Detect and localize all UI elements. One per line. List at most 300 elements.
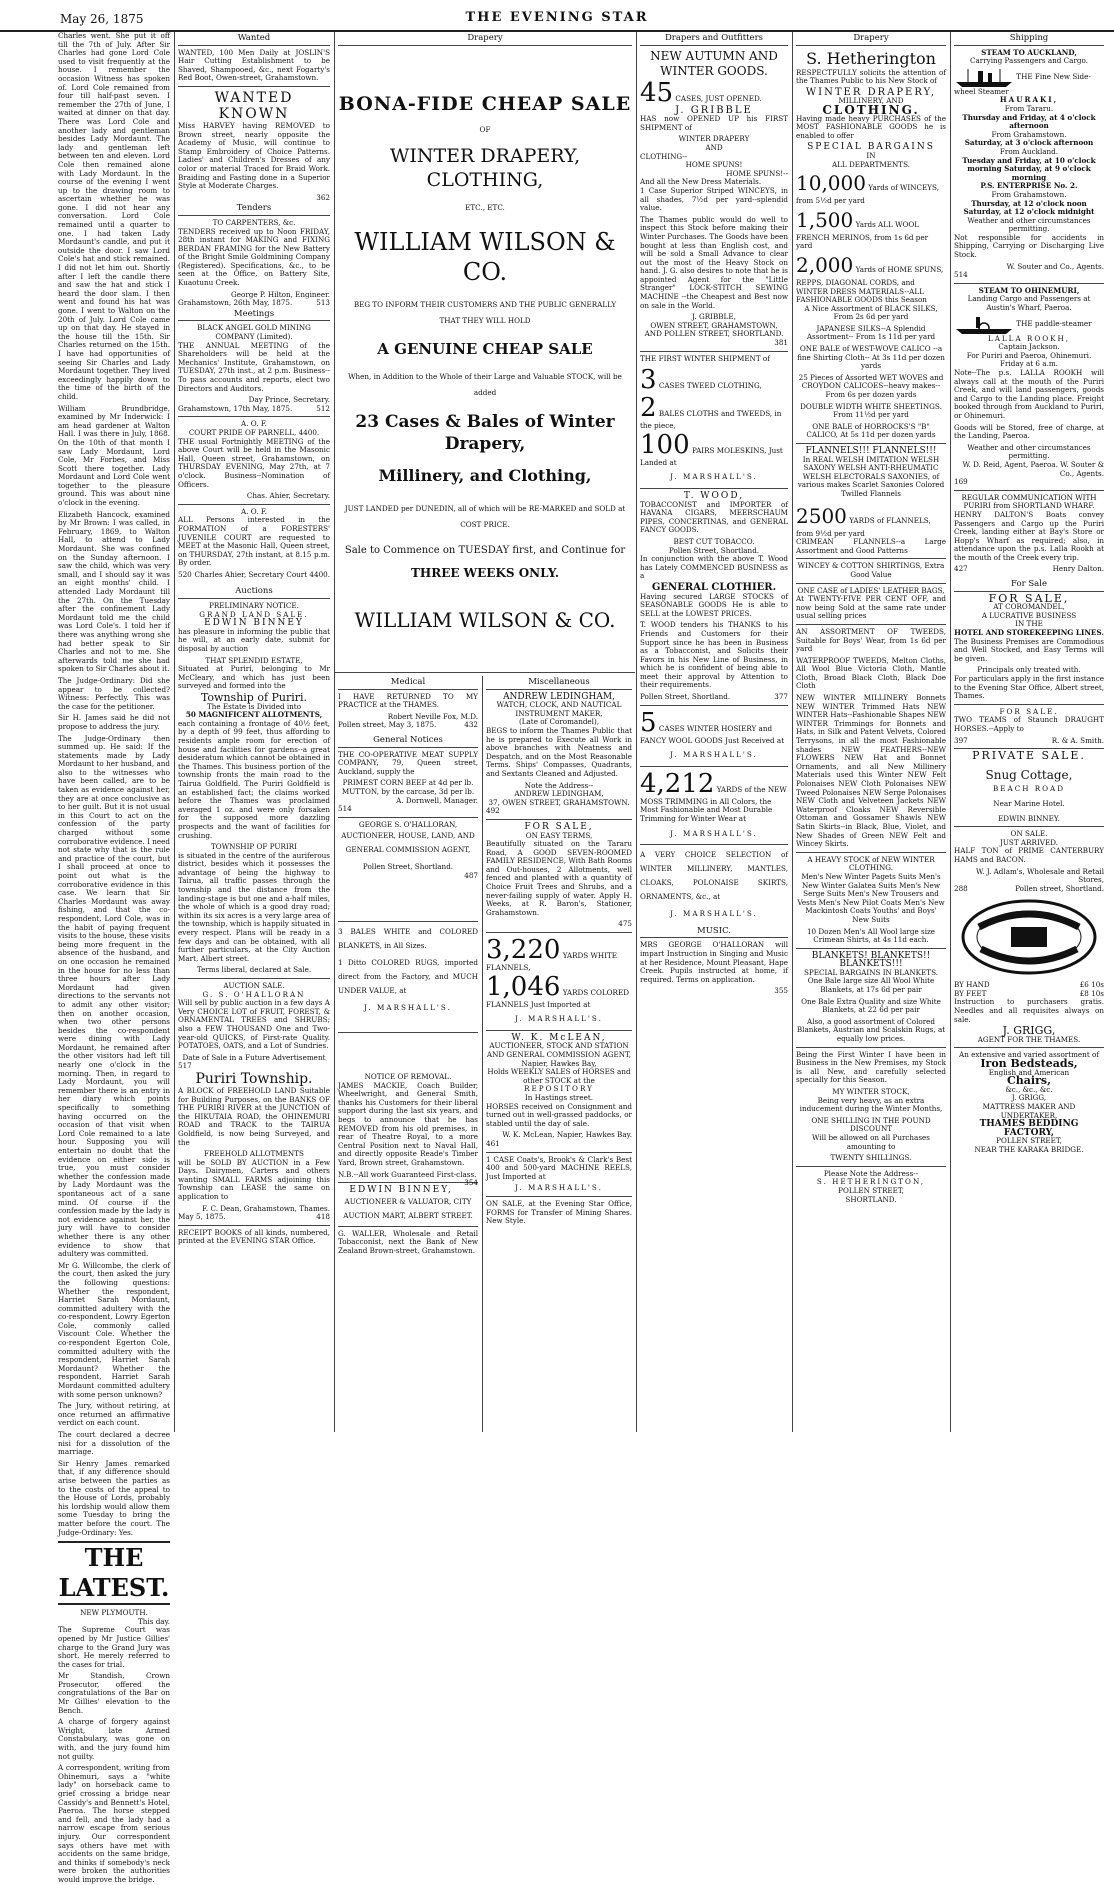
ad-text: PAIRS MOLESKINS, Just Landed at (640, 445, 783, 467)
ad-text: ETC., ETC. (465, 203, 505, 213)
ad-text: Will sell by public auction in a few days A Very CHOICE LOT of FRUIT, FOREST, & ORNAMENTAL TREES and SHRUBS; also a FEW THOUSAND One and Two-year-old QUICKS, of First-rate Quality. POTATOES, OATS, and a Lot of Sundries. (178, 998, 330, 1051)
ad-text: A BLOCK of FREEHOLD LAND Suitable for Building Purposes, on the BANKS OF THE PURIRI RIVER at the JUNCTION of the HIKUTAIA ROAD, the OHINEMURI ROAD and TRACK to the TAIRUA Goldfield, is now being Surveyed, and the (178, 1085, 330, 1147)
ad-text: Sale to Commence on TUESDAY first, and Continue for (344, 544, 626, 556)
advertiser-name: WILLIAM WILSON & CO. (354, 607, 616, 632)
ad-title: A HEAVY STOCK of NEW WINTER CLOTHING. (807, 854, 935, 873)
ad-subtitle: TOWNSHIP OF PURIRI (211, 842, 297, 852)
ad-text: AND POLLEN STREET, SHORTLAND. (644, 329, 784, 339)
grover-baker-emblem (959, 897, 1099, 977)
ad-text: Also, a good assortment of Colored Blankets, Austrian and Scalskin Rugs, at equally low prices. (796, 1016, 946, 1044)
ad-title: PRELIMINARY NOTICE. (209, 601, 299, 611)
quantity-number: 10,000 (796, 171, 866, 196)
ad-title: FOR SALE, (988, 591, 1070, 605)
advertiser-name: J. MARSHALL'S. (515, 1183, 603, 1193)
ad-text: 25 Pieces of Assorted WET WOVES and CROYDON CALICOES--heavy makes-- From 6s per dozen yards (798, 372, 944, 400)
ad-text: In REAL WELSH IMITATION WELSH SAXONY WELSH ANTI-RHEUMATIC WELSH ELECTORALS SAXONIES, of various makes Scarlet Saxonies Colored Twilled Flannels (797, 454, 945, 498)
advertiser-name: GEORGE S. O'HALLORAN, (358, 819, 458, 829)
ad-title: A. O. F. (241, 419, 267, 429)
ad-number: 355 (774, 986, 788, 996)
quantity-number: 45 (640, 77, 674, 108)
ad-text: Having made heavy PURCHASES of the MOST FASHIONABLE GOODS he is enabled to offer (796, 113, 946, 140)
ad-text: Not responsible for accidents in Shipping, Carrying or Discharging Live Stock. (954, 232, 1104, 260)
column-rule (792, 32, 793, 1432)
ad-title: STEAM TO OHINEMURI, (978, 285, 1080, 295)
hetherington-column (796, 32, 946, 1432)
ad-text: The Thames public would do well to inspect this Stock before making their Winter Purchases. The Goods have been bought at less than English cost, and will be sold a Small Advance to clear out the most of the Heavy Stock on hand. J. G. also desires to note that he is appointed Agent for the "Little Stranger" LOCK-STITCH SEWING MACHINE --the Cheapest and Best now on sale in the World. (640, 214, 788, 310)
ad-title: HOTEL AND STOREKEEPING LINES. (954, 628, 1104, 638)
ad-text: Will be allowed on all Purchases amounting to (812, 1132, 930, 1151)
ad-text: IN (866, 150, 876, 160)
ad-subtitle: THAT SPLENDID ESTATE, (205, 655, 303, 665)
section-heading-meetings: Meetings (178, 308, 330, 322)
ad-text: HAS now OPENED UP his FIRST SHIPMENT of (640, 114, 788, 132)
ad-text: POLLEN STREET, (838, 1185, 904, 1195)
ad-headline: A GENUINE CHEAP SALE (377, 339, 593, 358)
ad-text: AUCTIONEER, HOUSE, LAND, AND GENERAL COMMISSION AGENT, (341, 831, 475, 855)
ad-text: 37, OWEN STREET, GRAHAMSTOWN. (488, 797, 630, 807)
ad-title: A LUCRATIVE BUSINESS (981, 610, 1077, 620)
ad-title: Chairs, (1007, 1074, 1051, 1088)
ad-text: ONE CASE of LADIES' LEATHER BAGS, (797, 585, 945, 595)
the-latest-heading: THE LATEST. (58, 1541, 170, 1605)
ad-text: HORSES received on Consignment and turned out in well-grassed paddocks, or stabled until the day of sale. (486, 1101, 632, 1128)
ad-text: G. WALLER, Wholesale and Retail Tobacconist, next the Bank of New Zealand Brown-street, Grahamstown. (338, 1228, 478, 1255)
ad-subtitle: SPECIAL BARGAINS IN BLANKETS. (803, 967, 939, 977)
ad-text: ONE BALE of WEST-WOVE CALICO --a fine Shirting Cloth-- At 3s 11d per dozen yards (797, 344, 945, 371)
ad-text: 10 Dozen Men's All Wool large size Crimean Shirts, at 4s 11d each. (806, 926, 936, 945)
ad-title: MY WINTER STOCK, (832, 1087, 910, 1096)
ad-number: 514 (338, 804, 352, 814)
ad-number: 517 (178, 1061, 192, 1071)
ad-title: WINTER DRAPERY, (805, 86, 937, 98)
section-heading-tenders: Tenders (178, 202, 330, 216)
ship-name: LALLA ROOKH, (987, 333, 1071, 343)
ad-text: CASES WINTER HOSIERY and FANCY WOOL GOODS Just Received at (640, 723, 785, 745)
ad-signature: Charles Ahier, Secretary Court 4400. (194, 569, 330, 579)
ad-text: English and American (988, 1067, 1070, 1077)
ad-text: Thursday and Friday, at 4 o'clock afternoon (962, 112, 1096, 131)
ad-title: Iron Bedsteads, (980, 1057, 1078, 1071)
ad-text: The Business Premises are Commodious and Well Stocked, and Easy Terms will be given. (954, 636, 1104, 663)
ad-text: An extensive and varied assortment of (959, 1050, 1099, 1060)
ad-title: THAMES BEDDING FACTORY, (979, 1119, 1079, 1138)
ad-title: NOTICE OF REMOVAL. (364, 1072, 452, 1082)
ad-number: 520 (178, 569, 192, 579)
price-label: BY HAND (954, 980, 990, 990)
advertiser-name: J. GRIBBLE (675, 104, 753, 116)
ad-text: 1 CASE Coats's, Brook's & Clark's Best 400 and 500-yard MACHINE REELS, Just Imported at (486, 1154, 632, 1181)
ad-text: I HAVE RETURNED TO MY PRACTICE at the THAMES. (338, 691, 478, 710)
quantity-number: 2 (640, 393, 657, 424)
ad-text: A VERY CHOICE SELECTION of WINTER MILLINERY, MANTLES, CLOAKS, POLONAISE SKIRTS, ORNAMENTS, &c., at (640, 850, 788, 902)
ad-text: MATTRESS MAKER AND UNDERTAKER, (982, 1102, 1076, 1120)
article-paragraph: Sir Henry James remarked that, if any difference should arise between the parties as to the costs of the appeal to the House of Lords, probably his lordship would allow them some Tuesday to bring the matter before the court. The Judge-Ordinary: Yes. (58, 1458, 170, 1537)
advertiser-name: ANDREW LEDINGHAM, (514, 789, 604, 799)
ad-text: Goods will be Stored, free of charge, at the Landing, Paeroa. (954, 422, 1104, 441)
advertiser-name: J. GRIGG, (1011, 1093, 1047, 1103)
ad-number: 362 (316, 192, 330, 202)
ad-text: From Auckland. (999, 146, 1059, 156)
ad-title: GRAND LAND SALE. (199, 609, 309, 619)
ad-headline: NEW AUTUMN AND WINTER GOODS. (650, 48, 778, 78)
section-heading-for-sale: For Sale (954, 578, 1104, 592)
ad-number: 487 (464, 870, 478, 880)
ad-date: Grahamstown, 26th May, 1875. (178, 298, 293, 308)
section-heading-auctions: Auctions (178, 585, 330, 599)
advertiser-name: W. K. McLEAN, (511, 1032, 607, 1043)
ad-date: Pollen street, May 3, 1875. (338, 720, 437, 730)
ad-text: Being very heavy, as an extra inducement during the Winter Months, (799, 1095, 943, 1114)
ad-number: 381 (774, 338, 788, 348)
ad-text: Please Note the Address-- (823, 1168, 919, 1178)
ad-text: ALL DEPARTMENTS. (831, 159, 911, 169)
ad-text: OF (479, 124, 491, 134)
ad-title: BLANKETS! BLANKETS!! BLANKETS!!! (811, 950, 931, 970)
ad-text: Note--The p.s. LALLA ROOKH will always call at the mouth of the Puriri Creek, and will land passengers, goods and Cargo to the Landing place. Freight booked through from Auckland to Puriri, or Ohinemuri. (954, 368, 1104, 420)
ad-text: BEACH ROAD (992, 784, 1066, 794)
quantity-number: 1,046 (486, 971, 561, 1002)
section-heading-miscellaneous: Miscellaneous (486, 676, 632, 690)
advertiser-name: EDWIN BINNEY, (349, 1185, 453, 1196)
quantity-number: 2,000 (796, 252, 854, 277)
ad-text: AUCTIONEER & VALUATOR, CITY AUCTION MART, ALBERT STREET. (343, 1196, 473, 1220)
price-value: £8 10s (1079, 988, 1104, 998)
advertiser-name: ANDREW LEDINGHAM, (503, 691, 615, 702)
column-rule (482, 676, 483, 1432)
ad-text: Having secured LARGE STOCKS of SEASONABLE GOODS He is able to SELL at the LOWEST PRICES. (640, 591, 788, 618)
ad-text: Napier, Hawkes Bay, (521, 1058, 597, 1068)
ad-text: is situated in the centre of the auriferous district, besides which it possesses the advantage of being the highway to Tairua, all traffic passes through the township and the distance from the landing-stage is but one and a-half miles, the whole of which is a good dray road; within its six acres is a very large area of the township, which is happily situated in every respect. Plans will be ready in a few days and can be obtained, with all further particulars, at the City Auction Mart, Albert street. (178, 850, 330, 963)
ad-text: Yards of WINCEYS, from 5½d per yard (796, 183, 939, 206)
ad-text: AN ASSORTMENT OF TWEEDS, Suitable for Boys' Wear, from 1s 6d per yard (796, 626, 946, 654)
ad-text: THE Fine New Side-wheel Steamer (954, 71, 1091, 96)
ad-text: HALF TON of PRIME CANTERBURY HAMS and BACON. (954, 846, 1104, 864)
ad-text: YARDS of FLANNELS, from 9½d per yard (796, 515, 931, 538)
ad-text: PRIMEST CORN BEEF at 4d per lb. MUTTON, by the carcase, 3d per lb. (341, 778, 475, 796)
ad-text: THE CO-OPERATIVE MEAT SUPPLY COMPANY, 79, Queen street, Auckland, supply the (338, 749, 478, 776)
ad-text: Weather and other circumstances permitting. (967, 215, 1091, 234)
ad-title: WANTED KNOWN (214, 89, 294, 122)
ad-title: STEAM TO AUCKLAND, (981, 47, 1077, 57)
ad-text: RESPECTFULLY solicits the attention of the Thames Public to his New Stock of (796, 67, 946, 86)
ad-text: POLLEN STREET, (996, 1136, 1062, 1146)
ad-number: 427 (954, 564, 968, 574)
quantity-number: 4,212 (640, 768, 715, 799)
article-paragraph: William Brundbridge, examined by Mr Inderwick: I am head gardener at Walton Hall. I was there in July, 1868. On the 10th of that month I saw Lady Mordaunt, Lord Cole, Mr Forbes, and Miss Scott there together. Lady Mordaunt and Lord Cole went together to the pleasure ground. This was about nine o'clock in the evening. (58, 403, 170, 508)
miscellaneous-column (486, 676, 632, 1432)
advertiser-name: WILLIAM WILSON & CO. (354, 227, 616, 286)
ad-headline: BONA-FIDE CHEAP SALE (338, 92, 632, 115)
ad-text: NEW WINTER MILLINERY Bonnets NEW WINTER Trimmed Hats NEW WINTER Hats--Fashionable Shapes NEW WINTER Trimmings for Bonnets and Hats, in Silk and Patent Velvets, Colored Terrysons, in all the most Fashionable shades NEW FEATHERS--NEW FLOWERS NEW Hat and Bonnet Ornaments, and all New Millinery Materials used this Winter NEW Felt Polonaises NEW Cloth Polonaises NEW Tweed Polonaises NEW Serge Polonaises NEW Cloth and Velveteen Jackets NEW Waterproof Cloaks NEW Reversible Ottoman and Gossamer Shawls NEW Satin Skirts--in Black, Blue, Violet, and New Shades of Green NEW Felt and Wincey Skirts. (796, 693, 947, 849)
ad-text: Thursday, at 12 o'clock noon Saturday, at 12 o'clock midnight (963, 198, 1095, 217)
ad-text: 3 BALES WHITE and COLORED BLANKETS, in All Sizes. (338, 926, 478, 950)
ad-text: SHORTLAND. (845, 1194, 897, 1204)
ad-title: TWENTY SHILLINGS. (830, 1153, 912, 1163)
ad-subtitle: Carrying Passengers and Cargo. (970, 56, 1088, 66)
ad-text: Yards ALL WOOL FRENCH MERINOS, from 1s 6d per yard (796, 219, 929, 251)
ad-text: YARDS COLORED FLANNELS Just Imported at (486, 987, 629, 1009)
ad-tender: TENDERS received up to Noon FRIDAY, 28th instant for MAKING and FIXING BERDAN FRAMING for the New Battery of the Bright Smile Goldmining Company (Registered). Specifications, &c., to be seen at the Office, on Battery Site, Kuaotunu Creek. (178, 226, 330, 288)
ad-text: YARDS WHITE FLANNELS, (486, 951, 618, 973)
ad-subtitle: 50 MAGNIFICENT ALLOTMENTS, (185, 710, 323, 720)
advertiser-name: T. WOOD, (683, 491, 745, 501)
ad-text: BEST CUT TOBACCO. (673, 536, 755, 546)
ad-title: Puriri Township. (195, 1070, 313, 1087)
drapers-outfitters-column (640, 32, 788, 1432)
section-heading-medical: Medical (338, 676, 478, 690)
ad-title: Township of Puriri. (200, 691, 308, 704)
ad-text: Yards of HOME SPUNS, REPPS, DIAGONAL CORDS, and WINTER DRESS MATERIALS--ALL FASHIONABLE GOODS this Season (796, 264, 944, 305)
ad-text: Situated at Puriri, belonging to Mr McCleary, and which has just been surveyed and formed into the (178, 664, 330, 691)
news-item: A correspondent, writing from Ohinemuri, says a "white lady" on horseback came to grief crossing a bridge near Cassidy's and Bennett's Hotel, Paeroa. The horse stepped and fell, and the lady had a narrow escape from serious injury. Our correspondent says others have met with accidents on the same bridge, and thinks if somebody's neck were broken the authorities would improve the bridge. (58, 1763, 170, 1884)
steamship-icon (954, 66, 1014, 88)
ad-text: OWEN STREET, GRAHAMSTOWN, (650, 320, 778, 330)
ad-headline: THREE WEEKS ONLY. (410, 566, 560, 581)
ad-text: has pleasure in informing the public that he will, at an early date, submit for disposal by auction (178, 626, 330, 654)
ad-text: THE paddle-steamer (1016, 318, 1092, 328)
ad-number: 288 (954, 883, 968, 893)
ad-joslin: WANTED, 100 Men Daily at JOSLIN'S Hair Cutting Establishment to be Shaved, Shampooed, &c., next Fogarty's Red Boot, Owen-street, Grahamstown. (178, 47, 330, 83)
ad-text: MRS GEORGE O'HALLORAN will impart Instruction in Singing and Music at her Residence, Mount Pleasant, Hape Creek. Pupils instructed at home, if required. Terms on application. (640, 940, 788, 984)
ad-signature: R. & A. Smith. (1051, 735, 1104, 745)
article-paragraph: Elizabeth Hancock, examined by Mr Brown: I was called, in February, 1869, to Walton Hall, to attend to Lady Mordaunt. She was confined on the Sunday afternoon. I saw the child, which was very small, and I should say it was an eight months' child. I attended Lady Mordaunt till the 27th. On the Tuesday after the confinement Lady Mordaunt told me the child was Lord Cole's. I told her if there was anything wrong she had better speak to Sir Charles and not to me. She afterwards told me she had spoken to Sir Charles about it. (58, 509, 170, 674)
ad-text: And all the New Dress Materials. (640, 177, 762, 187)
advertiser-name: J. MARSHALL'S. (364, 1002, 452, 1012)
ad-title: ON SALE. (1010, 829, 1048, 839)
ad-title: REPOSITORY (524, 1084, 594, 1094)
ad-signature: F. C. Dean, Grahamstown, Thames. (202, 1203, 330, 1213)
ad-text: When, in Addition to the Whole of their Large and Valuable STOCK, will be added (348, 371, 622, 397)
ad-text: Principals only treated with. (977, 665, 1081, 675)
ad-meeting: THE ANNUAL MEETING of the Shareholders will be held at the Mechanics' Institute, Grahamstown, on TUESDAY, 27th inst., at 2 p.m. Business--To pass accounts and reports, elect two Directors and Auditors. (178, 340, 330, 393)
ad-signature: Chas. Ahier, Secretary. (246, 491, 330, 501)
news-item: Mr Standish, Crown Prosecutor, offered the congratulations of the Bar on Mr Gillies' elevation to the Bench. (58, 1671, 170, 1715)
ad-signature: A. Dornwell, Manager. (396, 795, 478, 805)
ad-text: Tuesday and Friday, at 10 o'clock morning Saturday, at 9 o'clock morning (962, 155, 1096, 182)
ad-text: CLOTHING-- (640, 151, 688, 161)
ad-title: ONE SHILLING IN THE POUND DISCOUNT (811, 1115, 931, 1134)
classifieds-column (178, 32, 330, 1432)
ad-signature: George P. Hilton, Engineer. (231, 289, 330, 299)
ad-number: 512 (316, 403, 330, 413)
ad-title: FOR SALE, (524, 821, 594, 832)
ad-text: T. WOOD tenders his THANKS to his Friends and Customers for their Support since he has been in Business as a Tobacconist, and Solicits their Favors in his New Line of Business, in which he is confident of being able to meet their approval by Attention to their requirements. (640, 620, 788, 690)
ad-headline: GENERAL CLOTHIER. (651, 581, 777, 593)
ad-text: (Late of Coromandel), (518, 717, 600, 727)
ad-text: Being the First Winter I have been in Business in the New Premises, my Stock is all New, and carefully selected specially for this Season. (796, 1049, 946, 1085)
ad-text: BALES CLOTHS and TWEEDS, in the piece, (640, 409, 782, 431)
ad-text: ON EASY TERMS, (525, 830, 593, 840)
ad-text: One Bale large size All Wool White Blankets, at 17s 6d per pair (807, 976, 935, 995)
ad-number: 461 (486, 1138, 500, 1148)
ad-title: Snug Cottage, (985, 767, 1073, 782)
ad-text: BEGS to inform the Thames Public that he is prepared to Execute all Work in above branches with Neatness and Despatch, and on the Most Reasonable Terms. Ships' Compasses, Quadrants, and Sextants Cleaned and Adjusted. (486, 725, 632, 778)
ad-text: In conjunction with the above T. Wood has Lately COMMENCED BUSINESS as a (640, 554, 788, 581)
quantity-number: 5 (640, 707, 657, 738)
article-paragraph: The Judge-Ordinary then summed up. He said: If the statements made by Lady Mordaunt to her husband, and also to the witnesses who have been called, are to be taken as evidence against her, they are at once conclusive as to her guilt. But it is not usual in this Court to act on the confession of the party charged without some corroborative evidence. I need not state why that is the rule and practice of the court, but I shall proceed at once to point out what is the corroborative evidence in this case. We learn that Sir Charles Mordaunt was away fishing, and that the co-respondent, Lord Cole, was in the habit of paying frequent visits to the house, these visits being more frequent in the absence of the husband, and on one occasion he remained in the house for no less than three hours after Lady Mordaunt had given directions to the servants not to admit any other visitor; then on another occasion, when two other persons besides the co-respondent were dining with Lady Mordaunt, he remained after the other visitors had left till nearly one o'clock in the morning. Then, in regard to Lady Mordaunt, you will remember there is an entry in her diary which points specifically to something having occurred on the occasion of that visit when Lord Cole remained to a late hour. Supposing you will entertain no doubt that the evidence on either side is true, you must consider whether the confession made by Lady Mordaunt was the spontaneous act of a sane mind. Of course if the confession made by the lady is not evidence against her, the jury will have to consider whether there is any other evidence to show that adultery was committed. (58, 733, 170, 1259)
ad-text: Captain Jackson. (998, 342, 1060, 352)
ad-text: NEAR THE KARAKA BRIDGE. (974, 1144, 1084, 1154)
advertiser-name: J. MARSHALL'S. (670, 750, 758, 760)
ad-text: One Bale Extra Quality and size White Blankets, at 22 6d per pair (801, 996, 941, 1015)
advertiser-name: S. Hetherington (806, 48, 936, 68)
quantity-number: 1,500 (796, 207, 854, 232)
ad-number: 377 (774, 692, 788, 702)
ad-number: 418 (316, 1212, 330, 1222)
column-rule (636, 32, 637, 1432)
price-value: £6 10s (1079, 980, 1104, 990)
paddle-steamer-icon (954, 313, 1014, 335)
ad-text: HENRY DALTON'S Boats convey Passengers and Cargo up the Puriri Creek, landing either at Bay's Store or Hopp's Wharf as required; also, in attendance upon the p.s. Lalla Rookh at the mouth of the Creek every trip. (954, 509, 1104, 562)
newspaper-title: THE EVENING STAR (465, 10, 649, 25)
ad-signature: W. J. Adlam's, Wholesale and Retail Stores, (976, 866, 1104, 885)
ad-text: ON SALE, at the Evening Star Office, FORMS for Transfer of Mining Shares. New Style. (486, 1198, 632, 1226)
advertiser-name: S. HETHERINGTON, (816, 1177, 926, 1187)
advertiser-name: J. MARSHALL'S. (670, 472, 758, 482)
ad-text: DOUBLE WIDTH WHITE SHEETINGS. From 11½d per yard (800, 401, 942, 420)
ad-text: Date of Sale in a Future Advertisement (182, 1052, 326, 1062)
ad-text: 1 Case Superior Striped WINCEYS, in all shades, 7½d per yard--splendid value. (640, 185, 788, 213)
dateline-place: NEW PLYMOUTH. (80, 1608, 148, 1618)
section-heading-drapery: Drapery (338, 32, 632, 46)
ad-text: From Grahamstown. (991, 129, 1067, 139)
ad-number: 397 (954, 735, 968, 745)
ad-text: 1 Ditto COLORED RUGS, imported direct from the Factory, and MUCH UNDER VALUE, at (338, 957, 478, 995)
advertiser-name: J. MARSHALL'S. (670, 909, 758, 919)
ad-text: YARDS of the NEW MOSS TRIMMING in All Colors, the Most Fashionable and Most Durable Trimming for Winter Wear at (640, 784, 787, 824)
ad-number: 169 (954, 477, 968, 487)
ad-title: FOR SALE. (999, 706, 1059, 716)
section-heading-drapers: Drapers and Outfitters (640, 32, 788, 46)
column-rule (950, 32, 951, 1432)
ad-text: JAPANESE SILKS--A Splendid Assortment-- From 1s 11d per yard (806, 323, 936, 342)
section-heading-music: MUSIC. (640, 925, 788, 939)
ad-signature: W. D. Reid, Agent, Paeroa. W. Souter & Co., Agents. (962, 459, 1104, 478)
ad-title: PRIVATE SALE. (972, 749, 1086, 763)
article-paragraph: Charles went. She put it off till the 7th of July. After Sir Charles had gone Lord Cole used to visit frequently at the house. I remember the occasion Witness has spoken of. Lord Cole remained from four till half-past seven. I remember the 27th of June, I waited at dinner on that day. There was Lord Cole and another lady and gentleman besides Lady Mordaunt. The lady and gentleman left between ten and eleven. Lord Cole then remained alone with Lady Mordaunt. In the course of the evening I went up to the drawing room to ascertain whether he was gone. I did not hear any conversation. Lord Cole remained until a quarter to one. I had taken Lady Mordaunt's candle, and put it outside the door. I saw Lord Cole's hat and stick remained. I did not let him out. Shortly after I left the candle there and saw the hat and stick I heard the door slam. I then went and found his hat was gone. I went to Walton on the 20th of July. Lord Cole came up on that day. He stayed in the house till the 15th. Sir Charles returned on the 15th. I have had opportunities of seeing Sir Charles and Lady Mordaunt together. They lived exceedingly happily down to the time of the birth of the child. (58, 31, 170, 401)
ad-text: BEG TO INFORM THEIR CUSTOMERS AND THE PUBLIC GENERALLY THAT THEY WILL HOLD (353, 299, 617, 325)
advertiser-name: J. GRIGG, (1002, 1024, 1056, 1038)
price-label: BY FEET (954, 988, 987, 998)
ad-text: Pollen Street, Shortland. (362, 862, 454, 872)
quantity-number: 3 (640, 365, 657, 396)
ad-number: 514 (954, 270, 968, 280)
ad-text: Weather and other circumstances permitting. (967, 442, 1091, 461)
ad-harvey: Miss HARVEY having REMOVED to Brown street, nearly opposite the Academy of Music, will continue to Stamp Embroidery of Choice Patterns. Ladies' and Children's Dresses of any color or material Traced for Braid Work. Braiding and Fasting done in a Superior Style at Moderate Charges. (178, 120, 330, 191)
ad-signature: W. Souter and Co., Agents. (1006, 261, 1104, 271)
advertiser-name: EDWIN BINNEY. (998, 813, 1060, 823)
ad-text: AGENT FOR THE THAMES. (977, 1034, 1081, 1044)
ad-headline: Millinery, and Clothing, (378, 465, 592, 485)
news-item: The Supreme Court was opened by Mr Justice Gillies' charge to the Grand Jury was short. He merely referred to the cases for trial. (58, 1625, 170, 1669)
ad-meeting: ALL Persons interested in the FORMATION of a FORESTERS' JUVENILE COURT are requested to MEET at the Masonic Hall, Queen street, on THURSDAY, 27th instant, at 8.15 p.m. By order. (178, 515, 330, 568)
ad-number: 492 (486, 806, 500, 816)
ad-signature: Henry Dalton. (1052, 564, 1104, 574)
ad-headline: 23 Cases & Bales of Winter Drapery, (355, 411, 615, 454)
ad-subtitle: Landing Cargo and Passengers at Austin's Wharf, Paeroa. (967, 294, 1091, 313)
ad-date: May 5, 1875. (178, 1212, 226, 1222)
ad-text: Saturday, at 3 o'clock afternoon (964, 138, 1094, 148)
advertiser-name: J. MARSHALL'S. (515, 1014, 603, 1024)
advertiser-name: J. GRIBBLE, (692, 312, 736, 322)
ad-text: From Tararu. (1004, 103, 1054, 113)
ad-text: AT COROMANDEL, (993, 602, 1065, 612)
ad-text: HOME SPUNS!-- (726, 168, 788, 178)
ad-headline: WINTER DRAPERY, CLOTHING, (389, 145, 581, 192)
ad-text: Pollen street, Shortland. (1015, 883, 1104, 893)
ad-text: Men's New Winter Pagets Suits Men's New Winter Galatea Suits Men's New Serge Suits Men's New Trousers and Vests Men's New Pilot Coats Men's New Mackintosh Coats Youths' and Boys' New Suits (797, 871, 945, 924)
ad-number: 354 (464, 1178, 478, 1188)
ad-signature: Robert Neville Fox, M.D. (387, 711, 478, 721)
quantity-number: 100 (640, 429, 690, 460)
ad-title: FLANNELS!!! FLANNELS!!! (805, 446, 937, 456)
ad-text: &c., &c., &c. (1005, 1084, 1053, 1094)
auctioneer-name: G. S. O'HALLORAN (202, 989, 306, 999)
ad-signature: W. K. McLean, Napier, Hawkes Bay. (502, 1130, 632, 1140)
article-paragraph: The court declared a decree nisi for a dissolution of the marriage. (58, 1430, 170, 1457)
ad-signature: Day Prince, Secretary. (248, 395, 330, 405)
drapery-advert (338, 32, 632, 672)
ad-text: ONE BALE of HORROCKS'S "B" CALICO, At 5s 11d per dozen yards (806, 421, 936, 440)
ad-text: TOBACCONIST and IMPORTER of HAVANA CIGARS, MEERSCHAUM PIPES, CONCERTINAS, and GENERAL FANCY GOODS. (640, 499, 788, 535)
article-paragraph: The Jury, without retiring, at once returned an affirmative verdict on each count. (58, 1401, 170, 1428)
medical-general-column (338, 676, 478, 1432)
ad-number: 432 (464, 720, 478, 730)
ship-name: HAURAKI, (999, 95, 1059, 105)
ad-text: AND (705, 142, 723, 152)
ad-text: From Grahamstown. (991, 189, 1067, 199)
column-rule (174, 32, 175, 1432)
quantity-number: 3,220 (486, 935, 561, 966)
ad-text: AUCTIONEER, STOCK AND STATION AND GENERAL COMMISSION AGENT, (486, 1041, 632, 1059)
news-item: A charge of forgery against Wright, late Armed Constabulary, was gone on with, and the jury found him not guilty. (58, 1717, 170, 1761)
advertiser-name: J. MARSHALL'S. (670, 828, 758, 838)
ad-text: TWO TEAMS of Staunch DRAUGHT HORSES.--Apply to (954, 715, 1104, 733)
section-heading-wanted: Wanted (178, 32, 330, 46)
ad-text: Pollen Street, Shortland. (668, 545, 760, 555)
quantity-number: 2500 (796, 503, 847, 528)
ad-text: Near Marine Hotel. (993, 798, 1065, 808)
issue-date: May 26, 1875 (60, 12, 144, 26)
ship-name: P.S. ENTERPRISE No. 2. (980, 181, 1078, 191)
article-paragraph: Mr G. Willcombe, the clerk of the court, then asked the jury the following questions: Whether the respondent, Harriet Sarah Mordaunt, committed adultery with the co-respondent, Lowry Egerton Cole, commonly called Viscount Cole. Whether the co-respondent Egerton Cole, committed adultery with the respondent, Harriet Sarah Mordaunt? Whether the respondent, Harriet Sarah Mordaunt committed adultery with some person unknown? (58, 1260, 170, 1399)
ad-number: 475 (618, 919, 632, 929)
section-heading-shipping: Shipping (954, 32, 1104, 46)
ad-text: WATERPROOF TWEEDS, Melton Cloths, All Wool Blue Victoria Cloth, Mantle Cloth, Broad Black Cloth, Black Doe Cloth (796, 655, 946, 691)
ad-title: A. O. F. (241, 506, 267, 516)
ad-number: 513 (316, 298, 330, 308)
ad-text: IN THE (1015, 619, 1043, 629)
ad-text: For particulars apply in the first instance to the Evening Star Office, Albert street, Thames. (954, 674, 1104, 701)
ad-text: MILLINERY, AND (838, 96, 904, 106)
ad-text: WATCH, CLOCK, AND NAUTICAL INSTRUMENT MAKER, (496, 700, 622, 718)
ad-text: each containing a frontage of 40½ feet, by a depth of 99 feet, thus affording to residents ample room for erection of house and facilities for gardens--a great desideratum which cannot be obtained in the Thames. This business portion of the township fronts the main road to the Tairua Goldfield. The Puriri Goldfield is an established fact; the claims worked before the Thames was proclaimed averaged 1 oz. and were only forsaken for the supposed more dazzling prospects and the want of facilities for crushing. (178, 718, 330, 840)
ad-title: BLACK ANGEL GOLD MINING COMPANY (Limited). (197, 323, 311, 342)
ad-text: For Puriri and Paeroa, Ohinemuri. (966, 350, 1092, 360)
ad-title: AUCTION SALE. (223, 981, 285, 990)
ad-title: REGULAR COMMUNICATION WITH PURIRI from SHORTLAND WHARF. (961, 492, 1097, 511)
ad-text: RECEIPT BOOKS of all kinds, numbered, printed at the EVENING STAR Office. (178, 1227, 330, 1246)
ad-text: Beautifully situated on the Tararu Road, A GOOD SEVEN-ROOMED FAMILY RESIDENCE, With Bath Rooms and Out-houses, 2 Allotments, well fenced and planted with a quantity of Choice Fruit Trees and Shrubs, and a never-failing supply of water. Apply H. Weeks, at R. Baron's, Stationer, Grahamstown. (486, 839, 632, 917)
ad-text: CASES TWEED CLOTHING, (658, 381, 762, 391)
ad-text: Friday at 6 a.m. (1000, 359, 1058, 369)
section-heading-general: General Notices (338, 734, 478, 748)
ad-text: Pollen Street, Shortland. (640, 692, 731, 702)
ad-text: WINCEY & COTTON SHIRTINGS, Extra Good Value (797, 561, 945, 579)
ad-text: A Nice Assortment of BLACK SILKS, From 2s 6d per yard (804, 303, 938, 322)
ad-text: JAMES MACKIE, Coach Builder, Wheelwright, and General Smith, thanks his Customers for their liberal support during the last six years, and begs to announce that he has REMOVED from his old premises, in rear of Theatre Royal, to a more Central Position next to Naval Hall, and directly opposite Reade's Timber Yard, Brown street, Grahamstown. (338, 1080, 478, 1168)
ad-text: Instruction to purchasers gratis. Needles and all requisites always on sale. (954, 997, 1104, 1024)
